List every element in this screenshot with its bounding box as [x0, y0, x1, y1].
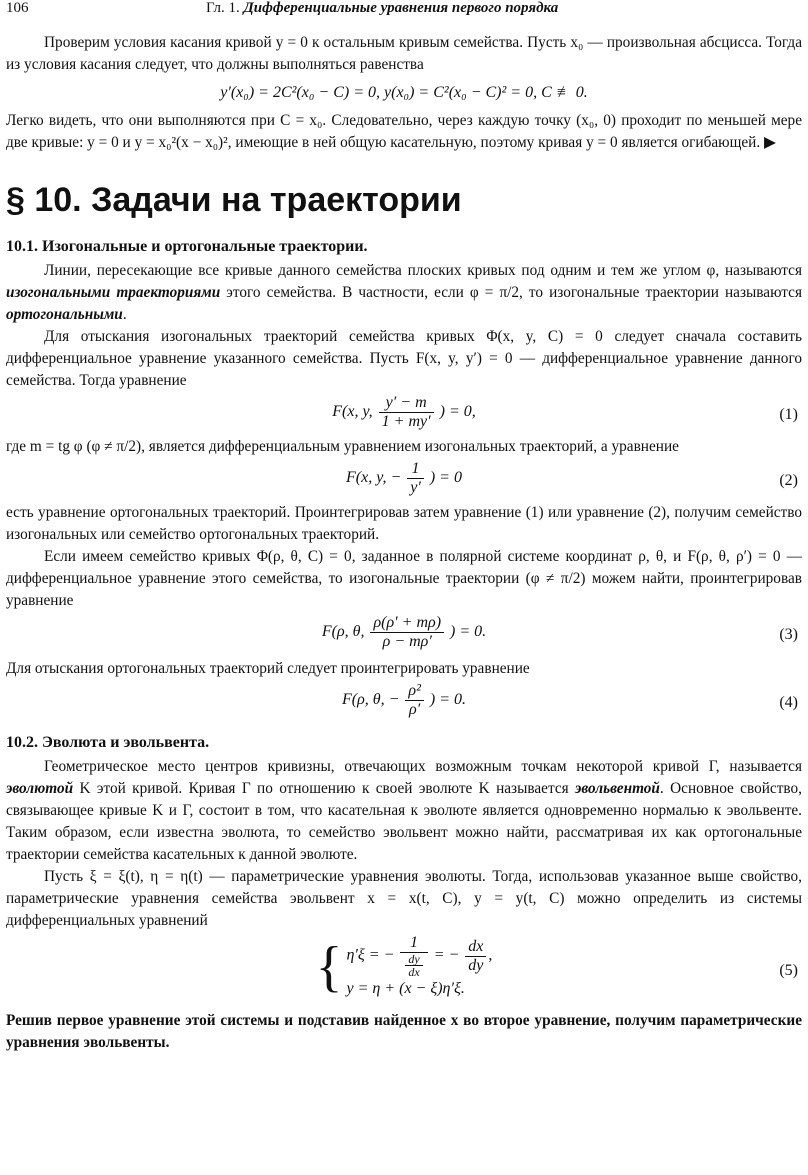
equation-content	[6, 682, 802, 719]
subsection-heading: 10.2. Эволюта и эвольвента.	[6, 734, 210, 751]
equation-content	[6, 934, 802, 1000]
fraction	[370, 614, 444, 651]
text-run: Линии, пересекающие все кривые данного семейства плоских кривых под одним и тем же углом φ, называются	[44, 262, 802, 279]
numerator: dx	[465, 938, 486, 957]
paragraph-evolute	[6, 756, 802, 866]
eq-text: ,	[488, 946, 493, 964]
text-run: этого семейства. В частности, если φ = π/2, то изогональные траектории называются	[220, 284, 802, 301]
eq-text: ) = 0	[429, 469, 462, 487]
system-line-2: y = η + (x − ξ)η′ξ.	[346, 980, 465, 997]
paragraph: есть уравнение ортогональных траекторий. Проинтегрировав затем уравнение (1) или уравнение (2), получим семейство изогональных или семейство ортогональных траекторий.	[6, 504, 802, 543]
denominator: y′	[410, 479, 421, 496]
numerator: 1	[400, 934, 427, 953]
numerator: ρ²	[405, 682, 423, 701]
equation-content	[6, 460, 802, 497]
paragraph: Решив первое уравнение этой системы и подставив найденное x во второе уравнение, получим параметрические уравнения эвольвенты.	[6, 1012, 802, 1051]
chapter-title: Дифференциальные уравнения первого порядка	[243, 0, 559, 16]
paragraph: Для отыскания ортогональных траекторий следует проинтегрировать уравнение	[6, 660, 530, 677]
numerator: y′ − m	[379, 394, 434, 413]
equation-3	[6, 612, 802, 658]
paragraph: Для отыскания изогональных траекторий семейства кривых Φ(x, y, C) = 0 следует сначала составить дифференциальное уравнение указанного семейства. Пусть F(x, y, y′) = 0 — дифференциальное уравнение данного семейства. Тогда уравнение	[6, 328, 802, 389]
fraction	[405, 682, 423, 719]
paragraph: Пусть ξ = ξ(t), η = η(t) — параметрические уравнения эволюты. Тогда, использовав указанное выше свойство, параметрические уравнения семейства эвольвент x = x(t, C), y = y(t, C) можно определить из системы дифференциальных уравнений	[6, 868, 802, 929]
equation-4	[6, 680, 802, 726]
term-orthogonal: ортогональными	[6, 306, 123, 323]
eq-text: F(ρ, θ,	[321, 623, 365, 641]
equation-number: (3)	[779, 626, 798, 643]
equation-1	[6, 392, 802, 436]
subsection-heading: 10.1. Изогональные и ортогональные траектории.	[6, 238, 368, 255]
numerator: ρ(ρ′ + mρ)	[370, 614, 444, 633]
eq-text: = −	[433, 946, 460, 964]
eq-text: F(x, y, −	[346, 469, 402, 487]
denominator: 1 + my′	[381, 413, 431, 430]
term-isogonal: изогональными траекториями	[6, 284, 221, 301]
numerator: dy	[405, 953, 422, 966]
fraction	[407, 460, 424, 497]
equation-2	[6, 458, 802, 502]
denominator: dy	[468, 956, 484, 974]
text-run: . Основное свойство, связывающее кривые K и Γ, состоит в том, что касательная к эволюте является одновременно нормалью к эвольвенте. Таким образом, если известна эволюта, то семейство эвольвент можно найти, рассматривая их как ортогональные траектории семейства касательных к данной эволюте.	[6, 780, 802, 863]
page-number: 106	[6, 0, 29, 16]
eq-text: F(ρ, θ, −	[341, 691, 400, 709]
denominator: dx	[408, 965, 420, 979]
nested-fraction	[405, 953, 422, 978]
eq-text: ) = 0,	[439, 403, 476, 421]
system-line-1	[346, 934, 492, 978]
equation-number: (5)	[779, 962, 798, 979]
denominator: ρ′	[409, 701, 421, 718]
chapter-header	[206, 0, 558, 17]
fraction	[379, 394, 434, 431]
paragraph: Легко видеть, что они выполняются при C = x₀. Следовательно, через каждую точку (x₀, 0) проходит по меньшей мере две кривые: y = 0 и y = x₀²(x − x₀)², имеющие в ней общую касательную, поэтому кривая y = 0 является огибающей. ▶	[6, 112, 802, 151]
equation-tangency	[6, 76, 802, 110]
paragraph: Если имеем семейство кривых Φ(ρ, θ, C) = 0, заданное в полярной системе координат ρ, θ, и F(ρ, θ, ρ′) = 0 — дифференциальное уравнение этого семейства, то изогональные траектории (φ ≠ π/2) можем найти, проинтегрировав уравнение	[6, 548, 802, 609]
paragraph: где m = tg φ (φ ≠ π/2), является дифференциальным уравнением изогональных траекторий, а уравнение	[6, 438, 679, 455]
equation-number: (2)	[779, 472, 798, 489]
chapter-label: Гл. 1.	[206, 0, 240, 16]
text-run: K этой кривой. Кривая Γ по отношению к своей эволюте K называется	[73, 780, 576, 797]
term-involute: эвольвентой	[575, 780, 660, 797]
equation-5-system	[6, 932, 802, 1010]
page-body	[6, 32, 802, 1054]
equation-content	[6, 614, 802, 651]
denominator	[400, 953, 427, 978]
term-evolute: эволютой	[6, 780, 74, 797]
denominator: ρ − mρ′	[382, 633, 432, 650]
eq-text: F(x, y,	[332, 403, 373, 421]
equation-content	[6, 394, 802, 431]
paragraph: Проверим условия касания кривой y = 0 к остальным кривым семейства. Пусть x₀ — произвольная абсцисса. Тогда из условия касания следует, что должны выполняться равенства	[6, 34, 802, 73]
equation-system	[346, 934, 492, 1000]
running-header	[6, 0, 798, 20]
eq-text: η′ξ = −	[346, 946, 395, 964]
eq-text: ) = 0.	[450, 623, 487, 641]
equation-number: (4)	[779, 694, 798, 711]
paragraph-definition	[6, 260, 802, 326]
section-title: § 10. Задачи на траектории	[6, 181, 462, 219]
eq-text: ) = 0.	[429, 691, 467, 709]
numerator: 1	[407, 460, 424, 479]
equation-number: (1)	[779, 406, 798, 423]
equation-content: y′(x₀) = 2C²(x₀ − C) = 0, y(x₀) = C²(x₀ − C)² = 0, C ≢ 0.	[220, 84, 588, 101]
fraction	[400, 934, 427, 978]
brace-glyph: {	[315, 936, 343, 998]
text-run: Геометрическое место центров кривизны, отвечающих возможным точкам некоторой кривой Γ, называется	[44, 758, 802, 775]
text-run: .	[122, 306, 127, 323]
fraction	[465, 938, 486, 975]
